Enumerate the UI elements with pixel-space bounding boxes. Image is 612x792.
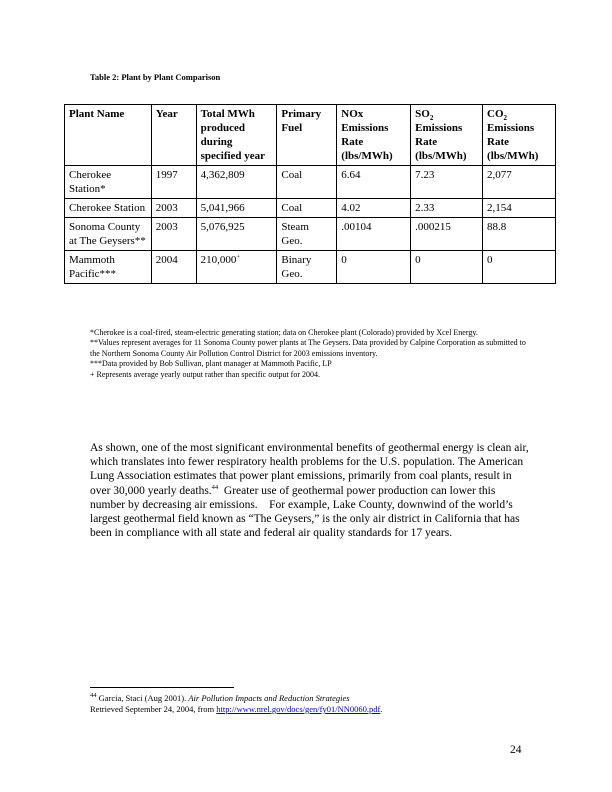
cell-mwh: 5,076,925 [196, 218, 277, 251]
so2-prefix: SO [415, 108, 430, 120]
footnote-number: 44 [90, 692, 97, 700]
cell-so2: .000215 [411, 218, 483, 251]
table-note: *Cherokee is a coal-fired, steam-electric generating station; data on Cherokee plant (Colorado) provided by Xcel Energy. [90, 328, 478, 337]
footnote-divider [90, 687, 234, 688]
cell-nox: 4.02 [337, 199, 411, 218]
footnote-url-link[interactable]: http://www.nrel.gov/docs/gen/fy01/NN0060.pdf [216, 704, 381, 714]
cell-plant: Sonoma County at The Geysers** [65, 218, 152, 251]
cell-plant: Cherokee Station* [65, 166, 152, 199]
body-text-part2: Greater use of geothermal power production can lower this number by decreasing air emissions. For example, Lake County, downwind of the world’s largest geothermal field known as “The Geysers,” is the only air district in California that has been in compliance with all state and federal air quality standards for 17 years. [90, 484, 523, 540]
cell-mwh: 210,000+ [196, 251, 277, 284]
table-caption: Table 2: Plant by Plant Comparison [90, 72, 221, 82]
cell-nox: 0 [337, 251, 411, 284]
body-text-part1: As shown, one of the most significant environmental benefits of geothermal energy is clean air, which translates into fewer respiratory health problems for the U.S. population. The American Lung Association estimates that power plant emissions, primarily from coal plants, result in over 30,000 yearly deaths. [90, 442, 529, 497]
cell-co2: 0 [483, 251, 556, 284]
table-row [65, 166, 556, 199]
footnote-end: . [380, 704, 383, 714]
footnote-citation [90, 693, 550, 704]
co2-rest: Emissions Rate (lbs/MWh) [487, 122, 539, 162]
cell-fuel: Steam Geo. [277, 218, 337, 251]
so2-subscript: 2 [429, 114, 434, 123]
cell-year: 2003 [151, 199, 196, 218]
cell-co2: 2,077 [483, 166, 556, 199]
footnote-reference[interactable]: 44 [211, 483, 219, 491]
footnote-author: Garcia, Staci (Aug 2001). [96, 693, 189, 703]
table-note: ***Data provided by Bob Sullivan, plant manager at Mammoth Pacific, LP [90, 359, 332, 369]
table-note: + Represents average yearly output rather than specific output for 2004. [90, 369, 320, 379]
cell-fuel: Coal [277, 166, 337, 199]
footnote-title: Air Pollution Impacts and Reduction Strategies [188, 693, 350, 703]
header-year: Year [151, 105, 196, 166]
header-so2 [411, 105, 483, 166]
cell-co2: 2,154 [483, 199, 556, 218]
cell-fuel: Binary Geo. [277, 251, 337, 284]
header-total-mwh: Total MWh produced during specified year [196, 105, 277, 166]
header-plant-name: Plant Name [65, 105, 152, 166]
cell-co2: 88.8 [483, 218, 556, 251]
so2-rest: Emissions Rate (lbs/MWh) [415, 122, 467, 162]
header-co2 [483, 105, 556, 166]
footnote [90, 693, 550, 715]
co2-prefix: CO [487, 108, 504, 120]
cell-plant: Cherokee Station [65, 199, 152, 218]
table-row [65, 251, 556, 284]
table-notes [90, 328, 530, 380]
footnote-retrieval [90, 704, 550, 715]
output-footnote-marker: + [236, 253, 241, 261]
table-row [65, 218, 556, 251]
plant-comparison-table [64, 104, 556, 284]
table-note: **Values represent averages for 11 Sonoma County power plants at The Geysers. Data provided by Calpine Corporation as submitted to the Northern Sonoma County Air Pollution Control District for 2003 emissions inventory. [90, 338, 526, 358]
cell-year: 2003 [151, 218, 196, 251]
footnote-retrieved-text: Retrieved September 24, 2004, from [90, 704, 217, 714]
cell-so2: 7.23 [411, 166, 483, 199]
cell-year: 2004 [151, 251, 196, 284]
header-nox: NOx Emissions Rate (lbs/MWh) [337, 105, 411, 166]
header-primary-fuel: Primary Fuel [277, 105, 337, 166]
cell-mwh: 4,362,809 [196, 166, 277, 199]
cell-so2: 2.33 [411, 199, 483, 218]
page-number: 24 [510, 744, 522, 756]
body-paragraph [90, 441, 530, 540]
table-row [65, 199, 556, 218]
cell-nox: .00104 [337, 218, 411, 251]
cell-so2: 0 [411, 251, 483, 284]
table-header-row [65, 105, 556, 166]
co2-subscript: 2 [503, 114, 508, 123]
cell-year: 1997 [151, 166, 196, 199]
cell-nox: 6.64 [337, 166, 411, 199]
cell-mwh: 5,041,966 [196, 199, 277, 218]
cell-plant: Mammoth Pacific*** [65, 251, 152, 284]
cell-fuel: Coal [277, 199, 337, 218]
